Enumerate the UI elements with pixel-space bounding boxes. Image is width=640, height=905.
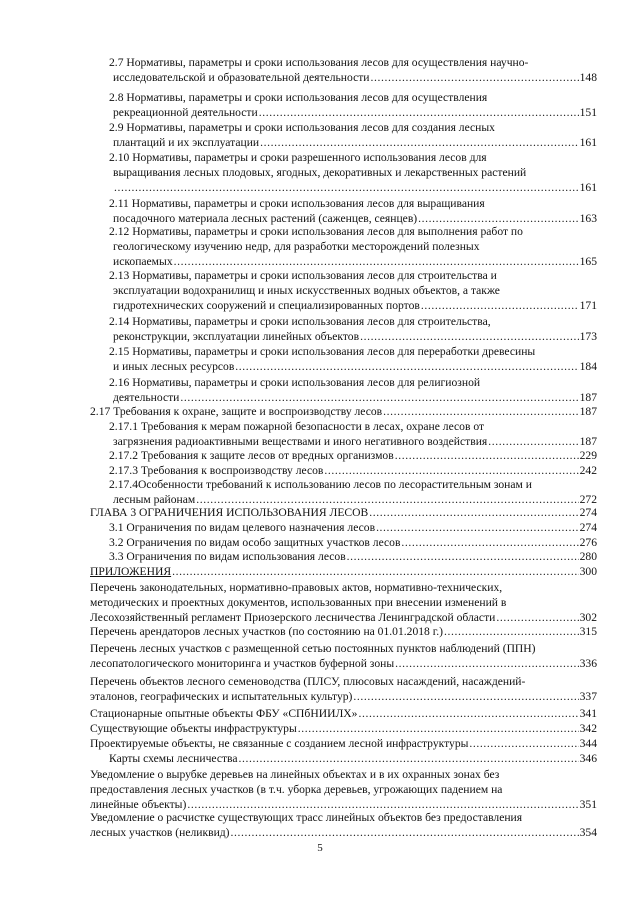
toc-entry-text: выращивания лесных плодовых, ягодных, декоративных и лекарственных растений: [113, 165, 527, 179]
toc-entry[interactable]: [109, 197, 597, 227]
toc-entry-text: ГЛАВА 3 ОГРАНИЧЕНИЯ ИСПОЛЬЗОВАНИЯ ЛЕСОВ: [90, 506, 369, 519]
toc-page-number: 161: [579, 180, 597, 194]
toc-entry-text: Проектируемые объекты, не связанные с созданием лесной инфраструктуры: [90, 737, 469, 750]
dot-leader: [353, 690, 578, 705]
toc-entry-text: 2.16 Нормативы, параметры и сроки использования лесов для религиозной: [109, 376, 481, 389]
toc-page-number: 187: [579, 390, 597, 404]
toc-entry-text: эксплуатации водохранилищ и иных искусственных водных объектов, а также: [113, 283, 500, 297]
toc-entry-text: 2.11 Нормативы, параметры и сроки использования лесов для выращивания: [109, 197, 485, 210]
toc-entry-text: лесных участков (неликвид): [90, 825, 230, 839]
dot-leader: [358, 707, 578, 722]
toc-page-number: 274: [579, 521, 597, 534]
toc-entry-text: Перечень лесных участков с размещенной сетью постоянных пунктов наблюдений (ППН): [90, 642, 536, 655]
dot-leader: [114, 181, 579, 196]
toc-entry-text: Уведомление о вырубке деревьев на линейных объектах и в их охранных зонах без: [90, 768, 500, 781]
toc-entry[interactable]: [109, 56, 597, 86]
toc-page-number: 171: [579, 298, 597, 312]
toc-entry[interactable]: [109, 376, 597, 406]
toc-entry-text: Лесохозяйственный регламент Приозерского лесничества Ленинградской области: [90, 610, 496, 624]
toc-entry[interactable]: [109, 225, 597, 270]
toc-page-number: 161: [579, 135, 597, 149]
toc-entry-text: Существующие объекты инфраструктуры: [90, 722, 297, 735]
toc-entry[interactable]: [90, 737, 597, 752]
toc-entry[interactable]: [90, 625, 597, 640]
toc-page-number: 337: [579, 689, 597, 703]
dot-leader: [347, 550, 579, 565]
toc-page-number: 300: [579, 565, 597, 578]
toc-entry-text: плантаций и их эксплуатации: [113, 135, 260, 149]
toc-page-number: 351: [579, 797, 597, 811]
toc-entry-text: ископаемых: [113, 254, 173, 268]
dot-leader: [360, 330, 579, 345]
toc-entry[interactable]: [109, 269, 597, 314]
toc-entry-text: 2.14 Нормативы, параметры и сроки использования лесов для строительства,: [109, 315, 491, 328]
toc-entry-text: Перечень арендаторов лесных участков (по состоянию на 01.01.2018 г.): [90, 625, 443, 638]
toc-entry[interactable]: [109, 449, 597, 464]
toc-entry[interactable]: [109, 464, 597, 479]
toc-entry-text: 2.17.2 Требования к защите лесов от вредных организмов: [109, 449, 394, 462]
toc-entry[interactable]: [90, 642, 597, 672]
dot-leader: [235, 360, 578, 375]
dot-leader: [469, 737, 578, 752]
toc-entry-text: 2.17.4Особенности требований к использованию лесов по лесорастительным зонам и: [109, 478, 532, 491]
toc-page-number: 165: [579, 254, 597, 268]
toc-entry-text: исследовательской и образовательной деятельности: [113, 70, 370, 84]
toc-entry-text: предоставления лесных участков (в т.ч. уборка деревьев, угрожающих падением на: [90, 782, 503, 796]
toc-page-number: 148: [579, 70, 597, 84]
dot-leader: [239, 752, 579, 767]
dot-leader: [172, 565, 579, 580]
toc-entry-text: Стационарные опытные объекты ФБУ «СПбНИИЛХ»: [90, 707, 358, 720]
toc-entry-text: посадочного материала лесных растений (саженцев, сеянцев): [113, 211, 418, 225]
toc-page-number: 187: [579, 434, 597, 448]
toc-entry-text: гидротехнических сооружений и специализированных портов: [113, 298, 420, 312]
dot-leader: [174, 255, 579, 270]
toc-page-number: 302: [579, 610, 597, 624]
toc-entry-text: 2.8 Нормативы, параметры и сроки использования лесов для осуществления: [109, 91, 488, 104]
toc-entry[interactable]: [90, 506, 597, 521]
toc-page-number: 229: [579, 449, 597, 462]
toc-entry-text: 2.7 Нормативы, параметры и сроки использования лесов для осуществления научно-: [109, 56, 529, 69]
toc-page-number: 315: [579, 625, 597, 638]
toc-entry-text: лесным районам: [113, 492, 196, 506]
toc-entry-text: 3.3 Ограничения по видам использования лесов: [109, 550, 346, 563]
toc-page-number: 151: [579, 105, 597, 119]
toc-entry-text: 2.13 Нормативы, параметры и сроки использования лесов для строительства и: [109, 269, 497, 282]
toc-entry[interactable]: [109, 151, 597, 196]
toc-page-number: 280: [579, 550, 597, 563]
dot-leader: [401, 536, 578, 551]
toc-entry[interactable]: [109, 121, 597, 151]
toc-entry[interactable]: [109, 521, 597, 536]
toc-entry[interactable]: [90, 722, 597, 737]
toc-entry-text: и иных лесных ресурсов: [113, 359, 235, 373]
dot-leader: [496, 611, 578, 626]
dot-leader: [260, 136, 578, 151]
toc-entry-text: 2.9 Нормативы, параметры и сроки использования лесов для создания лесных: [109, 121, 495, 134]
toc-entry-text: Уведомление о расчистке существующих трасс линейных объектов без предоставления: [90, 811, 523, 824]
toc-page-number: 336: [579, 656, 597, 670]
toc-page-number: 187: [579, 405, 597, 418]
dot-leader: [488, 435, 578, 450]
toc-entry-text: реконструкции, эксплуатации линейных объектов: [113, 329, 360, 343]
toc-page-number: 173: [579, 329, 597, 343]
dot-leader: [395, 449, 579, 464]
toc-entry-text: 2.17.3 Требования к воспроизводству лесов: [109, 464, 324, 477]
toc-page-number: 344: [579, 737, 597, 750]
toc-entry-text: 3.2 Ограничения по видам особо защитных участков лесов: [109, 536, 401, 549]
toc-page-number: 354: [579, 825, 597, 839]
dot-leader: [383, 405, 578, 420]
toc-entry[interactable]: [90, 405, 597, 420]
toc-entry-text: рекреационной деятельности: [113, 105, 258, 119]
dot-leader: [298, 722, 579, 737]
toc-entry[interactable]: [109, 752, 597, 767]
dot-leader: [324, 464, 578, 479]
dot-leader: [259, 106, 579, 121]
toc-entry[interactable]: [90, 707, 597, 722]
toc-entry[interactable]: [90, 565, 597, 580]
page-number: 5: [317, 842, 323, 854]
toc-entry[interactable]: [90, 811, 597, 841]
dot-leader: [444, 625, 579, 640]
toc-page-number: 341: [579, 707, 597, 720]
toc-entry-text: методических и проектных документов, использованных при внесении изменений в: [90, 595, 507, 609]
toc-entry-text: 2.17.1 Требования к мерам пожарной безопасности в лесах, охране лесов от: [109, 420, 485, 433]
toc-entry[interactable]: [90, 675, 597, 705]
toc-entry-text: 2.17 Требования к охране, защите и воспроизводству лесов: [90, 405, 383, 418]
toc-entry[interactable]: [90, 768, 597, 813]
toc-page-number: 242: [579, 464, 597, 477]
toc-entry-text: ПРИЛОЖЕНИЯ: [90, 565, 172, 578]
toc-entry-text: 3.1 Ограничения по видам целевого назначения лесов: [109, 521, 376, 534]
dot-leader: [376, 521, 579, 536]
dot-leader: [180, 391, 578, 406]
toc-entry-text: деятельности: [113, 390, 180, 404]
dot-leader: [231, 826, 579, 841]
toc-page-number: 342: [579, 722, 597, 735]
toc-page-number: 163: [579, 211, 597, 225]
toc-page-number: 272: [579, 492, 597, 506]
dot-leader: [369, 506, 578, 521]
toc-entry-text: геологическому изучению недр, для разработки месторождений полезных: [113, 239, 480, 253]
toc-entry-text: Карты схемы лесничества: [109, 752, 238, 765]
toc-entry[interactable]: [90, 581, 597, 626]
toc-entry-text: Перечень законодательных, нормативно-правовых актов, нормативно-технических,: [90, 581, 503, 594]
toc-entry[interactable]: [109, 478, 597, 508]
toc-page-number: 274: [579, 506, 597, 519]
toc-page-number: 184: [579, 359, 597, 373]
dot-leader: [421, 299, 579, 314]
toc-entry-text: Перечень объектов лесного семеноводства (ПЛСУ, плюсовых насаждений, насаждений-: [90, 675, 526, 688]
toc-entry[interactable]: [109, 345, 597, 375]
toc-entry[interactable]: [109, 550, 597, 565]
toc-entry-text: 2.10 Нормативы, параметры и сроки разрешенного использования лесов для: [109, 151, 487, 164]
toc-entry-text: 2.12 Нормативы, параметры и сроки использования лесов для выполнения работ по: [109, 225, 523, 238]
toc-entry[interactable]: [109, 420, 597, 450]
toc-entry[interactable]: [109, 315, 597, 345]
toc-entry[interactable]: [109, 91, 597, 121]
toc-page-number: 346: [579, 752, 597, 765]
toc-page-number: 276: [579, 536, 597, 549]
toc-entry[interactable]: [109, 536, 597, 551]
dot-leader: [371, 71, 579, 86]
toc-entry-text: эталонов, географических и испытательных культур): [90, 689, 353, 703]
dot-leader: [395, 657, 578, 672]
toc-entry-text: линейные объекты): [90, 797, 187, 811]
toc-entry-text: 2.15 Нормативы, параметры и сроки использования лесов для переработки древесины: [109, 345, 536, 358]
toc-entry-text: загрязнения радиоактивными веществами и иного негативного воздействия: [113, 434, 488, 448]
toc-entry-text: лесопатологического мониторинга и участков буферной зоны: [90, 656, 395, 670]
